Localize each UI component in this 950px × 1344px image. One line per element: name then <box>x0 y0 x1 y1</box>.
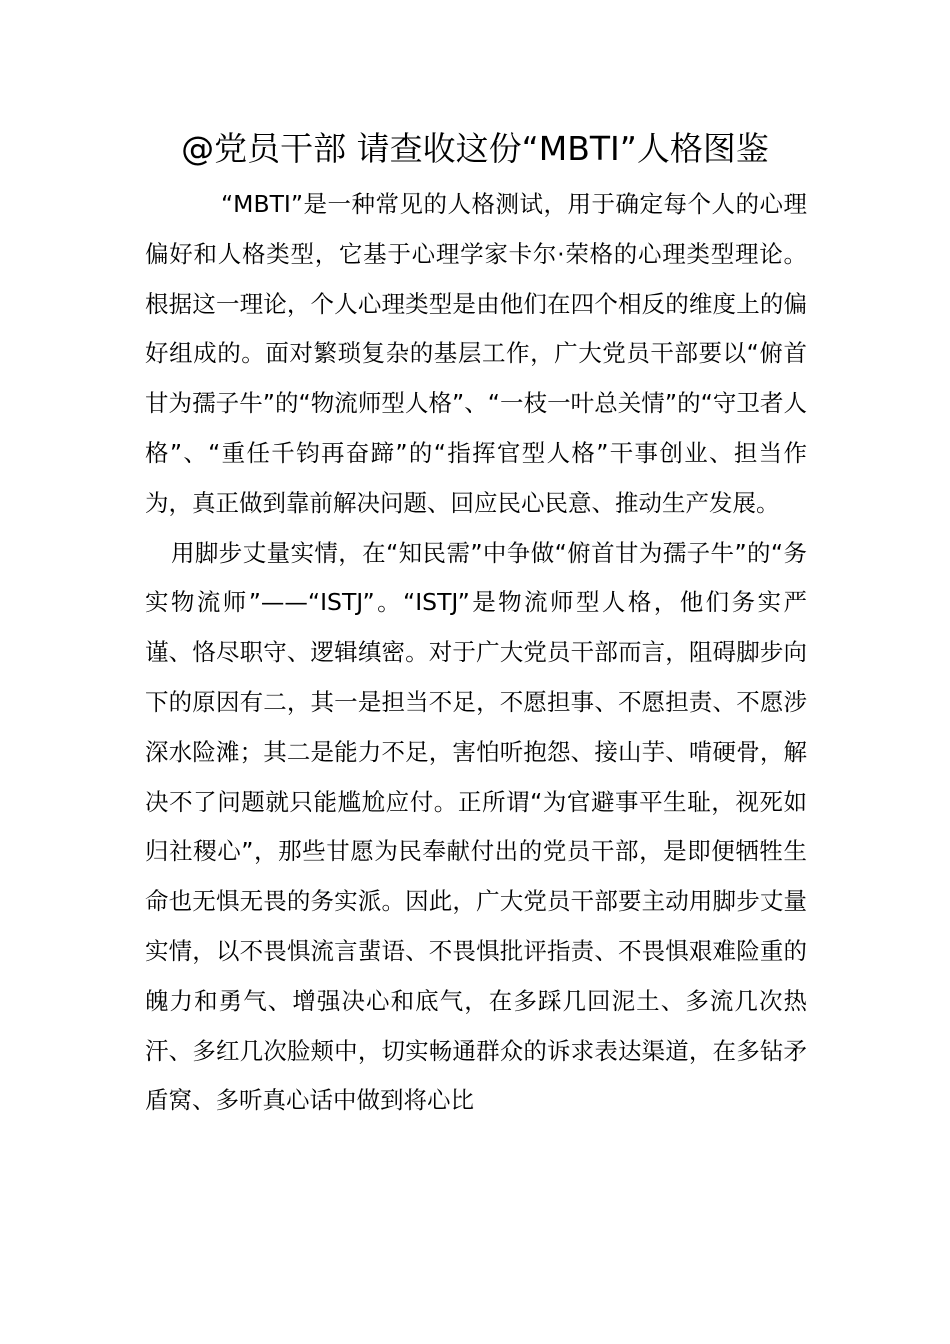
istj-paragraph: 用脚步丈量实情，在“知民需”中争做“俯首甘为孺子牛”的“务实物流师”——“ISTJ”。“ISTJ”是物流师型人格，他们务实严谨、恪尽职守、逻辑缜密。对于广大党员干部而言，阻碍脚步向下的原因有二，其一是担当不足，不愿担事、不愿担责、不愿涉深水险滩；其二是能力不足，害怕听抱怨、接山芋、啃硬骨，解决不了问题就只能尴尬应付。正所谓“为官避事平生耻，视死如归社稷心”，那些甘愿为民奉献付出的党员干部，是即便牺牲生命也无惧无畏的务实派。因此，广大党员干部要主动用脚步丈量实情，以不畏惧流言蜚语、不畏惧批评指责、不畏惧艰难险重的魄力和勇气、增强决心和底气，在多踩几回泥土、多流几次热汗、多红几次脸颊中，切实畅通群众的诉求表达渠道，在多钻矛盾窝、多听真心话中做到将心比 <box>145 538 807 1115</box>
intro-paragraph: “MBTI”是一种常见的人格测试，用于确定每个人的心理偏好和人格类型，它基于心理学家卡尔·荣格的心理类型理论。根据这一理论，个人心理类型是由他们在四个相反的维度上的偏好组成的。面对繁琐复杂的基层工作，广大党员干部要以“俯首甘为孺子牛”的“物流师型人格”、“一枝一叶总关情”的“守卫者人格”、“重任千钧再奋蹄”的“指挥官型人格”干事创业、担当作为，真正做到靠前解决问题、回应民心民意、推动生产发展。 <box>145 190 807 517</box>
document-title: @党员干部 请查收这份“MBTI”人格图鉴 <box>181 129 769 168</box>
document-body <box>145 180 807 1126</box>
